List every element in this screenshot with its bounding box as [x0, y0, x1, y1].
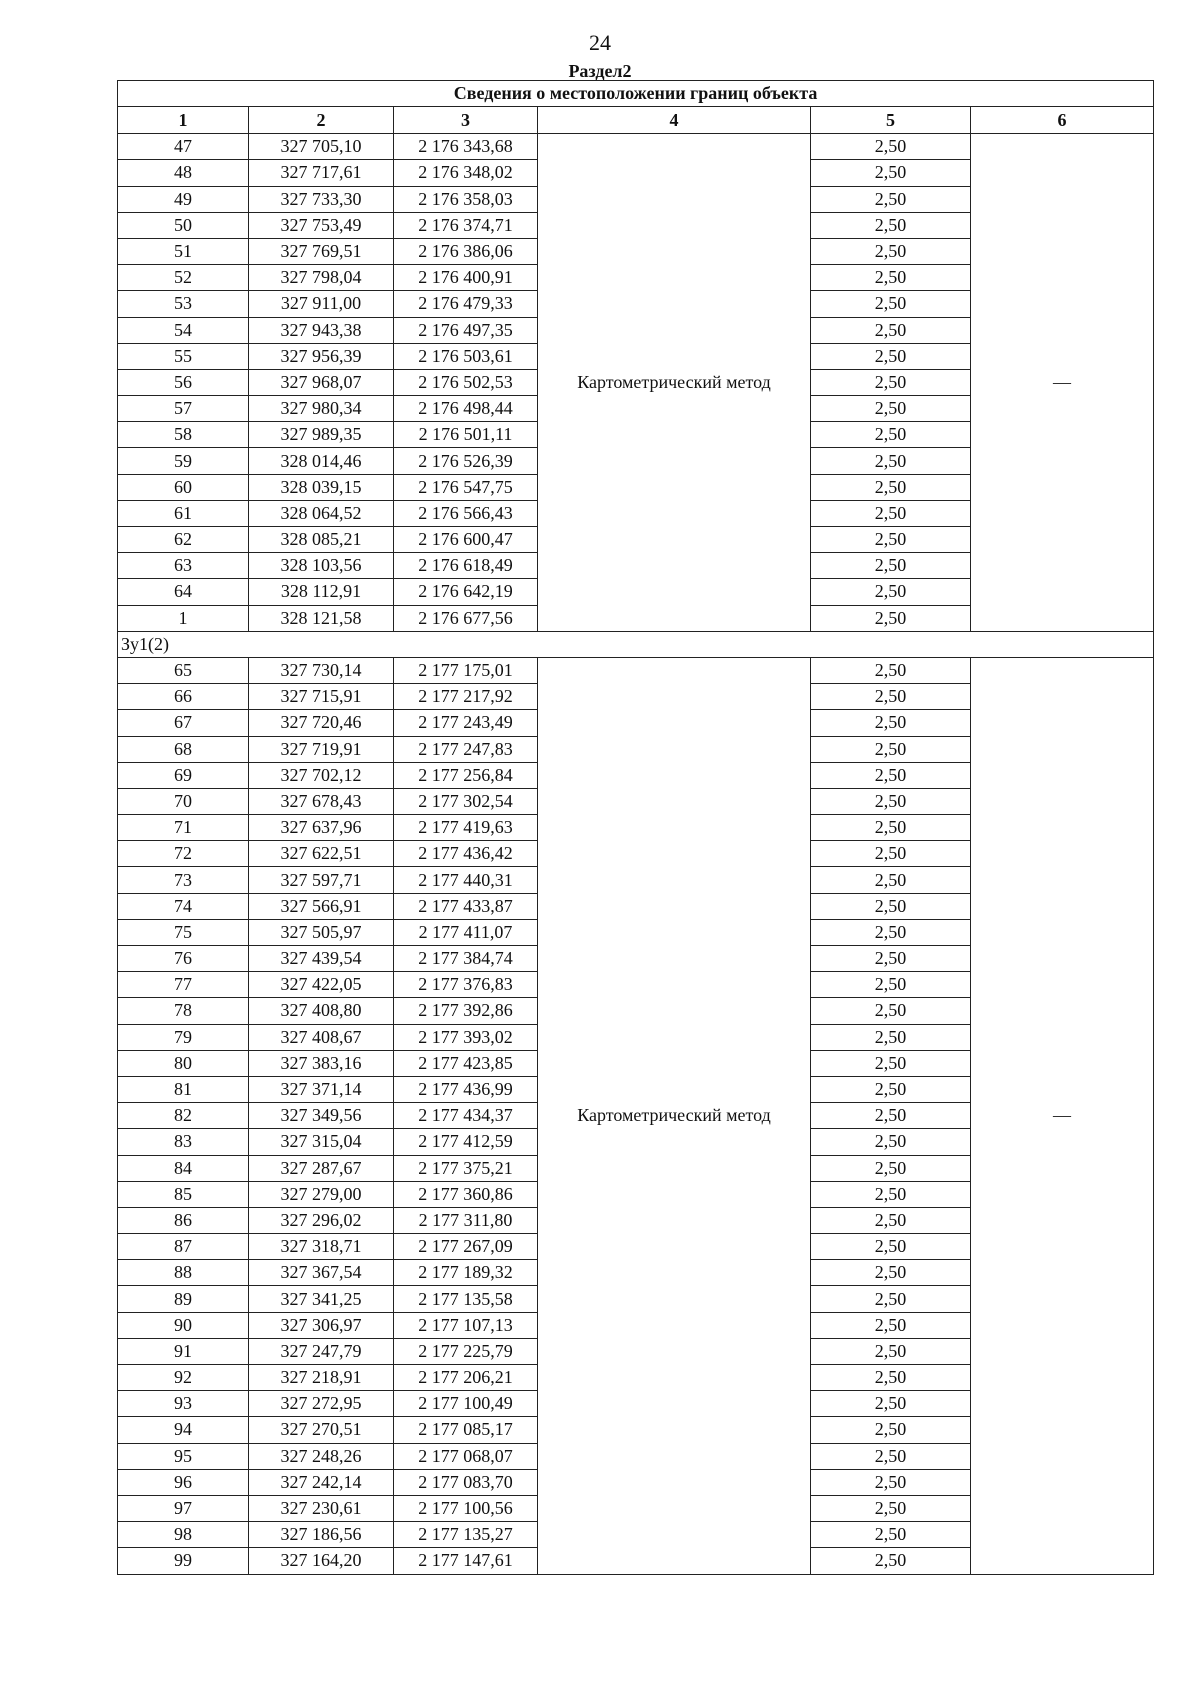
- group-heading: Зу1(2): [118, 631, 1154, 657]
- coordinate-x: 327 753,49: [249, 212, 394, 238]
- coordinate-y: 2 177 189,32: [394, 1260, 538, 1286]
- column-6-cell: —: [971, 134, 1154, 632]
- accuracy-value: 2,50: [811, 1365, 971, 1391]
- accuracy-value: 2,50: [811, 343, 971, 369]
- point-number: 88: [118, 1260, 249, 1286]
- coordinate-x: 327 383,16: [249, 1050, 394, 1076]
- point-number: 84: [118, 1155, 249, 1181]
- coordinate-x: 327 367,54: [249, 1260, 394, 1286]
- coordinate-y: 2 176 374,71: [394, 212, 538, 238]
- coordinate-x: 327 622,51: [249, 841, 394, 867]
- coordinate-y: 2 177 225,79: [394, 1338, 538, 1364]
- accuracy-value: 2,50: [811, 867, 971, 893]
- coordinate-x: 327 408,67: [249, 1024, 394, 1050]
- accuracy-value: 2,50: [811, 396, 971, 422]
- column-number-row: [118, 107, 1154, 134]
- coordinate-x: 327 956,39: [249, 343, 394, 369]
- coordinate-y: 2 177 393,02: [394, 1024, 538, 1050]
- point-number: 67: [118, 710, 249, 736]
- accuracy-value: 2,50: [811, 422, 971, 448]
- point-number: 60: [118, 474, 249, 500]
- accuracy-value: 2,50: [811, 710, 971, 736]
- coordinate-x: 327 702,12: [249, 762, 394, 788]
- coordinate-y: 2 177 068,07: [394, 1443, 538, 1469]
- coordinate-x: 327 730,14: [249, 657, 394, 683]
- section-title: Раздел2: [568, 61, 632, 81]
- accuracy-value: 2,50: [811, 1207, 971, 1233]
- accuracy-value: 2,50: [811, 160, 971, 186]
- coordinate-x: 327 296,02: [249, 1207, 394, 1233]
- accuracy-value: 2,50: [811, 1469, 971, 1495]
- table-row: [118, 657, 1154, 683]
- accuracy-value: 2,50: [811, 1522, 971, 1548]
- point-number: 91: [118, 1338, 249, 1364]
- coordinate-x: 328 085,21: [249, 527, 394, 553]
- coordinate-x: 327 272,95: [249, 1391, 394, 1417]
- column-number: 1: [118, 107, 249, 134]
- method-cell: Картометрический метод: [538, 657, 811, 1574]
- coordinate-y: 2 177 175,01: [394, 657, 538, 683]
- coordinate-x: 327 230,61: [249, 1495, 394, 1521]
- accuracy-value: 2,50: [811, 762, 971, 788]
- coordinate-y: 2 177 302,54: [394, 788, 538, 814]
- coordinate-x: 328 103,56: [249, 553, 394, 579]
- coordinate-x: 327 186,56: [249, 1522, 394, 1548]
- coordinate-x: 327 318,71: [249, 1234, 394, 1260]
- coordinate-y: 2 176 343,68: [394, 134, 538, 160]
- point-number: 85: [118, 1181, 249, 1207]
- point-number: 52: [118, 265, 249, 291]
- boundary-coordinates-table: [117, 80, 1154, 1575]
- coordinate-y: 2 177 434,37: [394, 1103, 538, 1129]
- column-number: 2: [249, 107, 394, 134]
- point-number: 56: [118, 369, 249, 395]
- coordinate-x: 327 439,54: [249, 946, 394, 972]
- accuracy-value: 2,50: [811, 1103, 971, 1129]
- accuracy-value: 2,50: [811, 369, 971, 395]
- accuracy-value: 2,50: [811, 919, 971, 945]
- coordinate-x: 327 341,25: [249, 1286, 394, 1312]
- accuracy-value: 2,50: [811, 212, 971, 238]
- point-number: 68: [118, 736, 249, 762]
- coordinate-y: 2 176 600,47: [394, 527, 538, 553]
- coordinate-y: 2 177 436,99: [394, 1076, 538, 1102]
- accuracy-value: 2,50: [811, 893, 971, 919]
- point-number: 76: [118, 946, 249, 972]
- coordinate-y: 2 177 376,83: [394, 972, 538, 998]
- coordinate-y: 2 176 502,53: [394, 369, 538, 395]
- accuracy-value: 2,50: [811, 448, 971, 474]
- accuracy-value: 2,50: [811, 815, 971, 841]
- coordinate-y: 2 176 566,43: [394, 500, 538, 526]
- accuracy-value: 2,50: [811, 788, 971, 814]
- point-number: 51: [118, 238, 249, 264]
- coordinate-y: 2 177 411,07: [394, 919, 538, 945]
- accuracy-value: 2,50: [811, 1129, 971, 1155]
- point-number: 1: [118, 605, 249, 631]
- coordinate-x: 327 247,79: [249, 1338, 394, 1364]
- point-number: 81: [118, 1076, 249, 1102]
- coordinate-y: 2 177 311,80: [394, 1207, 538, 1233]
- accuracy-value: 2,50: [811, 527, 971, 553]
- accuracy-value: 2,50: [811, 841, 971, 867]
- accuracy-value: 2,50: [811, 1312, 971, 1338]
- accuracy-value: 2,50: [811, 265, 971, 291]
- point-number: 89: [118, 1286, 249, 1312]
- accuracy-value: 2,50: [811, 1024, 971, 1050]
- point-number: 87: [118, 1234, 249, 1260]
- point-number: 69: [118, 762, 249, 788]
- point-number: 57: [118, 396, 249, 422]
- point-number: 99: [118, 1548, 249, 1574]
- page-number: 24: [589, 30, 611, 55]
- point-number: 78: [118, 998, 249, 1024]
- coordinate-x: 327 248,26: [249, 1443, 394, 1469]
- accuracy-value: 2,50: [811, 1338, 971, 1364]
- coordinate-y: 2 177 384,74: [394, 946, 538, 972]
- coordinate-x: 327 408,80: [249, 998, 394, 1024]
- coordinate-y: 2 177 360,86: [394, 1181, 538, 1207]
- coordinate-y: 2 177 375,21: [394, 1155, 538, 1181]
- coordinate-x: 327 989,35: [249, 422, 394, 448]
- coordinate-y: 2 176 479,33: [394, 291, 538, 317]
- point-number: 95: [118, 1443, 249, 1469]
- point-number: 64: [118, 579, 249, 605]
- accuracy-value: 2,50: [811, 238, 971, 264]
- point-number: 73: [118, 867, 249, 893]
- point-number: 75: [118, 919, 249, 945]
- point-number: 96: [118, 1469, 249, 1495]
- accuracy-value: 2,50: [811, 946, 971, 972]
- coordinate-y: 2 176 497,35: [394, 317, 538, 343]
- accuracy-value: 2,50: [811, 1050, 971, 1076]
- coordinate-y: 2 177 256,84: [394, 762, 538, 788]
- column-6-cell: —: [971, 657, 1154, 1574]
- coordinate-x: 327 242,14: [249, 1469, 394, 1495]
- coordinate-y: 2 177 100,56: [394, 1495, 538, 1521]
- coordinate-x: 328 121,58: [249, 605, 394, 631]
- coordinate-x: 328 112,91: [249, 579, 394, 605]
- accuracy-value: 2,50: [811, 1076, 971, 1102]
- coordinate-y: 2 177 392,86: [394, 998, 538, 1024]
- accuracy-value: 2,50: [811, 1181, 971, 1207]
- coordinate-y: 2 177 135,27: [394, 1522, 538, 1548]
- group-heading-row: [118, 631, 1154, 657]
- coordinate-x: 327 287,67: [249, 1155, 394, 1181]
- coordinate-x: 327 637,96: [249, 815, 394, 841]
- point-number: 63: [118, 553, 249, 579]
- accuracy-value: 2,50: [811, 474, 971, 500]
- accuracy-value: 2,50: [811, 1155, 971, 1181]
- point-number: 49: [118, 186, 249, 212]
- coordinate-x: 327 678,43: [249, 788, 394, 814]
- point-number: 79: [118, 1024, 249, 1050]
- accuracy-value: 2,50: [811, 998, 971, 1024]
- column-number: 3: [394, 107, 538, 134]
- coordinate-x: 327 349,56: [249, 1103, 394, 1129]
- accuracy-value: 2,50: [811, 1495, 971, 1521]
- point-number: 90: [118, 1312, 249, 1338]
- coordinate-x: 328 014,46: [249, 448, 394, 474]
- table-caption: Сведения о местоположении границ объекта: [118, 81, 1154, 107]
- coordinate-x: 327 505,97: [249, 919, 394, 945]
- coordinate-x: 327 315,04: [249, 1129, 394, 1155]
- coordinate-y: 2 177 436,42: [394, 841, 538, 867]
- coordinate-x: 327 705,10: [249, 134, 394, 160]
- accuracy-value: 2,50: [811, 736, 971, 762]
- coordinate-y: 2 177 083,70: [394, 1469, 538, 1495]
- accuracy-value: 2,50: [811, 684, 971, 710]
- point-number: 58: [118, 422, 249, 448]
- point-number: 70: [118, 788, 249, 814]
- point-number: 97: [118, 1495, 249, 1521]
- coordinate-x: 327 968,07: [249, 369, 394, 395]
- coordinate-x: 327 422,05: [249, 972, 394, 998]
- accuracy-value: 2,50: [811, 1443, 971, 1469]
- coordinate-x: 327 270,51: [249, 1417, 394, 1443]
- coordinate-x: 328 064,52: [249, 500, 394, 526]
- accuracy-value: 2,50: [811, 317, 971, 343]
- coordinate-x: 327 597,71: [249, 867, 394, 893]
- coordinate-x: 327 306,97: [249, 1312, 394, 1338]
- coordinate-x: 327 566,91: [249, 893, 394, 919]
- coordinate-y: 2 176 358,03: [394, 186, 538, 212]
- coordinate-y: 2 176 618,49: [394, 553, 538, 579]
- coordinate-y: 2 177 217,92: [394, 684, 538, 710]
- point-number: 94: [118, 1417, 249, 1443]
- coordinate-y: 2 176 386,06: [394, 238, 538, 264]
- accuracy-value: 2,50: [811, 1391, 971, 1417]
- coordinate-y: 2 177 085,17: [394, 1417, 538, 1443]
- coordinate-y: 2 177 243,49: [394, 710, 538, 736]
- accuracy-value: 2,50: [811, 1286, 971, 1312]
- point-number: 50: [118, 212, 249, 238]
- point-number: 59: [118, 448, 249, 474]
- point-number: 66: [118, 684, 249, 710]
- point-number: 82: [118, 1103, 249, 1129]
- coordinate-y: 2 177 440,31: [394, 867, 538, 893]
- column-number: 6: [971, 107, 1154, 134]
- column-number: 4: [538, 107, 811, 134]
- point-number: 98: [118, 1522, 249, 1548]
- coordinate-x: 327 769,51: [249, 238, 394, 264]
- coordinate-y: 2 177 100,49: [394, 1391, 538, 1417]
- point-number: 92: [118, 1365, 249, 1391]
- coordinate-y: 2 176 547,75: [394, 474, 538, 500]
- point-number: 71: [118, 815, 249, 841]
- table-row: [118, 134, 1154, 160]
- coordinate-y: 2 177 147,61: [394, 1548, 538, 1574]
- coordinate-x: 327 218,91: [249, 1365, 394, 1391]
- coordinate-x: 327 980,34: [249, 396, 394, 422]
- point-number: 62: [118, 527, 249, 553]
- point-number: 47: [118, 134, 249, 160]
- coordinate-y: 2 176 348,02: [394, 160, 538, 186]
- point-number: 83: [118, 1129, 249, 1155]
- point-number: 54: [118, 317, 249, 343]
- coordinate-x: 327 717,61: [249, 160, 394, 186]
- point-number: 53: [118, 291, 249, 317]
- coordinate-x: 328 039,15: [249, 474, 394, 500]
- coordinate-x: 327 911,00: [249, 291, 394, 317]
- coordinate-y: 2 176 503,61: [394, 343, 538, 369]
- accuracy-value: 2,50: [811, 605, 971, 631]
- column-number: 5: [811, 107, 971, 134]
- point-number: 72: [118, 841, 249, 867]
- coordinate-x: 327 943,38: [249, 317, 394, 343]
- point-number: 65: [118, 657, 249, 683]
- accuracy-value: 2,50: [811, 500, 971, 526]
- coordinate-y: 2 176 400,91: [394, 265, 538, 291]
- accuracy-value: 2,50: [811, 1548, 971, 1574]
- coordinate-y: 2 176 677,56: [394, 605, 538, 631]
- coordinate-x: 327 733,30: [249, 186, 394, 212]
- coordinate-y: 2 177 412,59: [394, 1129, 538, 1155]
- coordinate-x: 327 164,20: [249, 1548, 394, 1574]
- accuracy-value: 2,50: [811, 291, 971, 317]
- coordinate-y: 2 177 135,58: [394, 1286, 538, 1312]
- coordinate-x: 327 720,46: [249, 710, 394, 736]
- point-number: 77: [118, 972, 249, 998]
- coordinate-y: 2 176 526,39: [394, 448, 538, 474]
- coordinate-y: 2 177 107,13: [394, 1312, 538, 1338]
- coordinate-y: 2 177 433,87: [394, 893, 538, 919]
- accuracy-value: 2,50: [811, 134, 971, 160]
- coordinate-x: 327 798,04: [249, 265, 394, 291]
- point-number: 55: [118, 343, 249, 369]
- coordinate-x: 327 279,00: [249, 1181, 394, 1207]
- accuracy-value: 2,50: [811, 972, 971, 998]
- accuracy-value: 2,50: [811, 1417, 971, 1443]
- point-number: 74: [118, 893, 249, 919]
- coordinate-y: 2 177 419,63: [394, 815, 538, 841]
- point-number: 93: [118, 1391, 249, 1417]
- coordinate-y: 2 176 498,44: [394, 396, 538, 422]
- point-number: 61: [118, 500, 249, 526]
- accuracy-value: 2,50: [811, 657, 971, 683]
- accuracy-value: 2,50: [811, 1260, 971, 1286]
- coordinate-y: 2 177 267,09: [394, 1234, 538, 1260]
- point-number: 86: [118, 1207, 249, 1233]
- coordinate-y: 2 177 206,21: [394, 1365, 538, 1391]
- point-number: 48: [118, 160, 249, 186]
- accuracy-value: 2,50: [811, 579, 971, 605]
- point-number: 80: [118, 1050, 249, 1076]
- coordinate-y: 2 177 423,85: [394, 1050, 538, 1076]
- accuracy-value: 2,50: [811, 1234, 971, 1260]
- accuracy-value: 2,50: [811, 186, 971, 212]
- coordinate-y: 2 177 247,83: [394, 736, 538, 762]
- table-body: [118, 134, 1154, 1574]
- coordinate-y: 2 176 501,11: [394, 422, 538, 448]
- accuracy-value: 2,50: [811, 553, 971, 579]
- coordinate-x: 327 715,91: [249, 684, 394, 710]
- coordinate-x: 327 371,14: [249, 1076, 394, 1102]
- method-cell: Картометрический метод: [538, 134, 811, 632]
- coordinate-x: 327 719,91: [249, 736, 394, 762]
- coordinate-y: 2 176 642,19: [394, 579, 538, 605]
